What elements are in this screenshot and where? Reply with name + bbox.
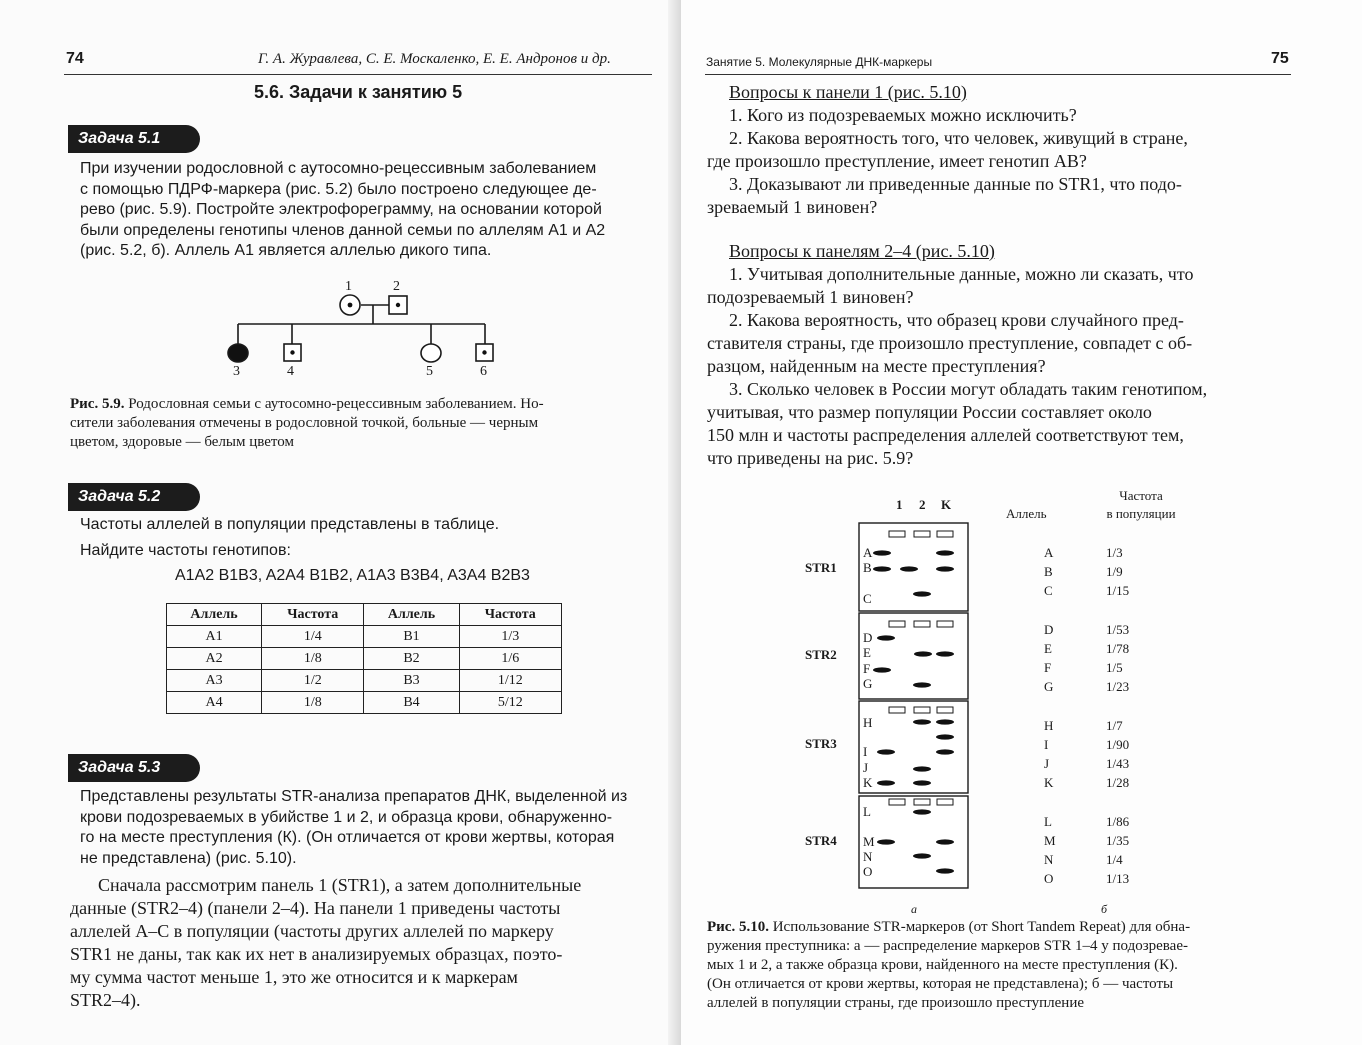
table-cell: B4 [364, 692, 459, 714]
caption-text: (Он отличается от крови жертвы, которая не представлена); б — частоты [707, 976, 1174, 992]
gel-band [936, 749, 954, 754]
marker-label: STR2 [805, 647, 837, 662]
frequency-allele: L [1044, 814, 1052, 829]
gel-band [936, 868, 954, 873]
table-header-row [167, 604, 562, 626]
pedigree-label: 3 [233, 364, 240, 379]
text-line: го на месте преступления (К). (Он отличается от крови жертвы, которая [80, 829, 615, 846]
caption-text: ружения преступника: а — распределение маркеров STR 1–4 у подозревае- [707, 938, 1188, 954]
gel-band [873, 550, 891, 555]
frequency-allele: K [1044, 775, 1054, 790]
lane-header: 1 [896, 497, 903, 512]
running-header: Занятие 5. Молекулярные ДНК-маркеры [706, 55, 933, 69]
gel-band [913, 853, 931, 858]
gel-well [914, 707, 930, 713]
table-cell: B2 [364, 648, 459, 670]
question-line: подозреваемый 1 виновен? [707, 287, 914, 307]
gel-well [889, 799, 905, 805]
caption-label: Рис. 5.9. [70, 396, 125, 412]
table-row [167, 692, 562, 714]
pedigree-label: 5 [426, 364, 433, 379]
frequency-value: 1/90 [1106, 737, 1130, 752]
frequency-value: 1/43 [1106, 756, 1130, 771]
caption-text: аллелей в популяции страны, где произошло преступление [707, 995, 1085, 1011]
gel-well [889, 531, 905, 537]
frequency-allele: G [1044, 679, 1054, 694]
frequency-allele: B [1044, 564, 1053, 579]
allele-label: F [863, 661, 871, 676]
column-header: Аллель [1006, 506, 1047, 521]
header-rule [64, 74, 652, 75]
text-line: STR1 не даны, так как их нет в анализируемых образцах, поэто- [70, 944, 563, 964]
table-cell: B1 [364, 626, 459, 648]
gel-band [913, 766, 931, 771]
question-line: учитывая, что размер популяции России составляет около [707, 402, 1152, 422]
subfigure-label-b: б [1101, 902, 1108, 916]
gel-band [877, 839, 895, 844]
text-line: данные (STR2–4) (панели 2–4). На панели 1 приведены частоты [70, 898, 561, 918]
table-cell: 1/12 [459, 670, 561, 692]
caption-text: мых 1 и 2, а также образца крови, найденного на месте преступления (К). [707, 957, 1178, 973]
frequency-allele: A [1044, 545, 1054, 560]
allele-label: H [863, 715, 873, 730]
gel-well [914, 621, 930, 627]
questions-panel-1 [707, 81, 1292, 219]
gel-band [873, 566, 891, 571]
frequency-allele: I [1044, 737, 1049, 752]
allele-label: I [863, 744, 868, 759]
gel-band [873, 667, 891, 672]
caption-label: Рис. 5.10. [707, 919, 769, 935]
question-line: где произошло преступление, имеет генотип AB? [707, 151, 1087, 171]
table-cell: A1 [167, 626, 262, 648]
frequency-value: 1/3 [1106, 545, 1123, 560]
gel-panel-str3 [859, 701, 968, 793]
frequency-value: 1/28 [1106, 775, 1130, 790]
task-badge: Задача 5.3 [68, 754, 200, 782]
text-line: аллелей A–C в популяции (частоты других аллелей по маркеру [70, 921, 554, 941]
table-cell: B3 [364, 670, 459, 692]
table-cell: 1/8 [262, 648, 364, 670]
question-line: ставителя страны, где произошло преступление, совпадет с об- [707, 333, 1193, 353]
lane-header: K [941, 497, 952, 512]
caption-text: цветом, здоровые — белым цветом [70, 434, 294, 450]
allele-label: G [863, 676, 873, 691]
column-header: Частота [1119, 488, 1163, 503]
allele-label: K [863, 775, 873, 790]
questions-panels-2-4 [707, 240, 1292, 470]
task-text [80, 787, 670, 869]
figure-caption [70, 395, 660, 452]
body-text [70, 874, 660, 1012]
marker-label: STR1 [805, 560, 837, 575]
question-line: 2. Какова вероятность того, что человек, живущий в стране, [729, 128, 1188, 148]
marker-label: STR4 [805, 833, 837, 848]
text-line: При изучении родословной с аутосомно-рецессивным заболеванием [80, 160, 597, 177]
question-line: что приведены на рис. 5.9? [707, 448, 914, 468]
column-header: Аллель [167, 604, 262, 626]
running-header: Г. А. Журавлева, С. Е. Москаленко, Е. Е. Андронов и др. [258, 51, 611, 67]
frequency-allele: J [1044, 756, 1050, 771]
table-cell: A3 [167, 670, 262, 692]
gel-band [914, 651, 932, 656]
gel-well [937, 621, 953, 627]
gel-well [889, 707, 905, 713]
gel-band [913, 682, 931, 687]
page-number: 74 [66, 50, 84, 67]
text-line: крови подозреваемых в убийстве 1 и 2, и образца крови, обнаруженно- [80, 808, 613, 826]
frequency-allele: E [1044, 641, 1052, 656]
gel-well [914, 799, 930, 805]
question-line: зреваемый 1 виновен? [707, 197, 878, 217]
frequency-value: 1/5 [1106, 660, 1123, 675]
figure-caption [707, 918, 1292, 1013]
allele-label: L [863, 804, 871, 819]
question-line: 150 млн и частоты распределения аллелей соответствуют тем, [707, 425, 1184, 445]
gel-band [913, 591, 931, 596]
frequency-allele: O [1044, 871, 1054, 886]
pedigree-diagram [200, 272, 520, 382]
gel-band [900, 566, 918, 571]
female-healthy-symbol [421, 344, 441, 362]
allele-label: B [863, 560, 872, 575]
task-text: Частоты аллелей в популяции представлены в таблице. [80, 516, 500, 533]
question-line: 3. Доказывают ли приведенные данные по STR1, что подо- [729, 174, 1182, 194]
header-rule [705, 74, 1291, 75]
table-cell: A2 [167, 648, 262, 670]
allele-label: O [863, 864, 873, 879]
gel-well [889, 621, 905, 627]
caption-text: сители заболевания отмечены в родословной точкой, больные — черным [70, 415, 539, 431]
section-title: 5.6. Задачи к занятию 5 [254, 82, 463, 102]
frequency-allele: F [1044, 660, 1052, 675]
allele-label: C [863, 591, 872, 606]
gel-band [936, 734, 954, 739]
subfigure-label-a: а [911, 902, 917, 916]
gel-well [937, 707, 953, 713]
frequency-value: 1/23 [1106, 679, 1130, 694]
frequency-value: 1/13 [1106, 871, 1130, 886]
table-row [167, 626, 562, 648]
task-badge: Задача 5.2 [68, 483, 200, 511]
frequency-value: 1/15 [1106, 583, 1130, 598]
gel-band [936, 651, 954, 656]
question-line: 1. Учитывая дополнительные данные, можно ли сказать, что [729, 264, 1194, 284]
gel-band [913, 780, 931, 785]
caption-text: Родословная семьи с аутосомно-рецессивным заболеванием. Но- [124, 396, 544, 412]
pedigree-label: 6 [480, 364, 487, 379]
column-header: Частота [459, 604, 561, 626]
gel-band [913, 719, 931, 724]
column-header: Аллель [364, 604, 459, 626]
frequency-allele: N [1044, 852, 1054, 867]
allele-label: D [863, 630, 873, 645]
female-affected-symbol [228, 344, 248, 362]
pedigree-label: 2 [393, 279, 400, 294]
task-text [80, 159, 660, 262]
text-line: STR2–4). [70, 990, 141, 1010]
text-line: Сначала рассмотрим панель 1 (STR1), а затем дополнительные [98, 875, 582, 895]
table-row [167, 670, 562, 692]
table-cell: 1/8 [262, 692, 364, 714]
column-header: Частота [262, 604, 364, 626]
question-line: 3. Сколько человек в России могут обладать таким генотипом, [729, 379, 1208, 399]
frequency-value: 1/86 [1106, 814, 1130, 829]
text-line: (рис. 5.2, б). Аллель A1 является аллелью дикого типа. [80, 242, 492, 259]
pedigree-label: 4 [287, 364, 294, 379]
right-page [681, 0, 1362, 1045]
allele-label: N [863, 849, 873, 864]
frequency-allele: M [1044, 833, 1056, 848]
gel-band [877, 635, 895, 640]
text-line: были определены генотипы членов данной семьи по аллелям A1 и A2 [80, 221, 606, 239]
questions-heading: Вопросы к панели 1 (рис. 5.10) [729, 82, 967, 102]
caption-text: Использование STR-маркеров (от Short Tandem Repeat) для обна- [768, 919, 1191, 935]
frequency-value: 1/7 [1106, 718, 1123, 733]
gel-band [936, 719, 954, 724]
gel-band [936, 566, 954, 571]
table-cell: A4 [167, 692, 262, 714]
frequency-value: 1/53 [1106, 622, 1130, 637]
pedigree-label: 1 [345, 279, 352, 294]
text-line: му сумма частот меньше 1, это же относится и к маркерам [70, 967, 518, 987]
text-line: рево (рис. 5.9). Постройте электрофореграмму, на основании которой [80, 201, 602, 218]
gel-well [937, 531, 953, 537]
frequency-value: 1/9 [1106, 564, 1123, 579]
text-line: не представлена) (рис. 5.10). [80, 849, 297, 867]
frequency-value: 1/4 [1106, 852, 1123, 867]
table-cell: 5/12 [459, 692, 561, 714]
allele-label: E [863, 645, 871, 660]
table-row [167, 648, 562, 670]
question-line: разцом, найденным на месте преступления? [707, 356, 1046, 376]
gel-band [936, 839, 954, 844]
gel-band [913, 809, 931, 814]
allele-label: A [863, 545, 873, 560]
gel-well [937, 799, 953, 805]
gel-band [877, 749, 895, 754]
text-line: с помощью ПДРФ-маркера (рис. 5.2) было построено следующее де- [80, 180, 597, 198]
lane-header: 2 [919, 497, 926, 512]
table-cell: 1/6 [459, 648, 561, 670]
allele-frequency-table [166, 603, 562, 714]
marker-label: STR3 [805, 736, 837, 751]
gel-band [936, 550, 954, 555]
table-cell: 1/4 [262, 626, 364, 648]
frequency-value: 1/35 [1106, 833, 1130, 848]
population-frequency-table [1006, 488, 1191, 916]
questions-heading: Вопросы к панелям 2–4 (рис. 5.10) [729, 241, 995, 261]
gel-well [914, 531, 930, 537]
frequency-allele: H [1044, 718, 1054, 733]
task-text: Найдите частоты генотипов: [80, 542, 291, 559]
str-gel-figure [791, 490, 991, 920]
table-cell: 1/3 [459, 626, 561, 648]
column-header: в популяции [1106, 506, 1176, 521]
frequency-allele: D [1044, 622, 1054, 637]
question-line: 2. Какова вероятность, что образец крови случайного пред- [729, 310, 1184, 330]
question-line: 1. Кого из подозреваемых можно исключить? [729, 105, 1077, 125]
frequency-value: 1/78 [1106, 641, 1130, 656]
table-cell: 1/2 [262, 670, 364, 692]
genotype-list: A1A2 B1B3, A2A4 B1B2, A1A3 B3B4, A3A4 B2B3 [175, 567, 530, 584]
text-line: Представлены результаты STR-анализа препаратов ДНК, выделенной из [80, 788, 628, 805]
task-badge: Задача 5.1 [68, 125, 200, 153]
allele-label: J [863, 760, 869, 775]
frequency-allele: C [1044, 583, 1053, 598]
allele-label: M [863, 834, 875, 849]
gel-band [877, 780, 895, 785]
page-number: 75 [1271, 50, 1289, 67]
